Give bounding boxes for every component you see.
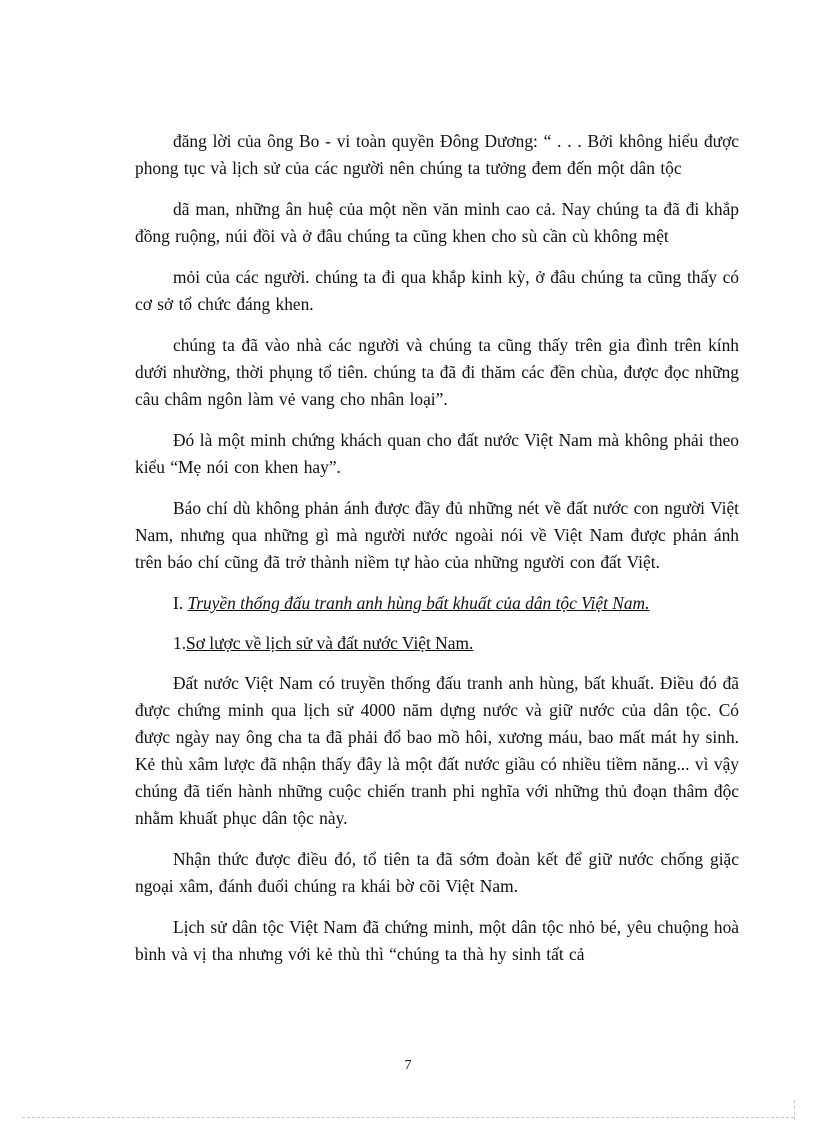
paragraph-awareness: Nhận thức được điều đó, tổ tiên ta đã sớm đoàn kết để giữ nước chống giặc ngoại xâm, đánh đuổi chúng ra khái bờ cõi Việt Nam. [135,849,739,896]
paragraph-press: Báo chí dù không phản ánh được đầy đủ những nét về đất nước con người Việt Nam, nhưng qua những gì mà người nước ngoài nói về Việt Nam được phản ánh trên báo chí cũng đã trở thành niềm tự hào của những người con đất Việt. [135,498,739,572]
subsection-heading-number: 1. [173,633,187,653]
section-heading-numeral: I. [173,593,184,613]
subsection-heading-title: Sơ lược về lịch sử và đất nước Việt Nam. [186,633,474,653]
page-bottom-border [22,1117,794,1118]
paragraph-history: Đất nước Việt Nam có truyền thống đấu tranh anh hùng, bất khuất. Điều đó đã được chứng minh qua lịch sử 4000 năm dựng nước và giữ nước của dân tộc. Có được ngày nay ông cha ta đã phải đổ bao mồ hôi, xương máu, bao mất mát hy sinh. Kẻ thù xâm lược đã nhận thấy đây là một đất nước giầu có nhiều tiềm năng... vì vậy chúng đã tiến hành những cuộc chiến tranh phi nghĩa với những thủ đoạn thâm độc nhằm khuất phục dân tộc này. [135,673,739,828]
page-number: 7 [404,1058,412,1073]
paragraph-quote-continued-2: mỏi của các người. chúng ta đi qua khắp kinh kỳ, ở đâu chúng ta cũng thấy có cơ sở tổ chức đáng khen. [135,267,739,314]
paragraph-quote-end: chúng ta đã vào nhà các người và chúng ta cũng thấy trên gia đình trên kính dưới nhường, thời phụng tổ tiên. chúng ta đã đi thăm các đền chùa, được đọc những câu châm ngôn làm vẻ vang cho nhân loại”. [135,335,739,409]
section-heading [135,590,739,617]
section-heading-title: Truyền thống đấu tranh anh hùng bất khuất của dân tộc Việt Nam. [187,593,650,613]
paragraph-proof: Lịch sử dân tộc Việt Nam đã chứng minh, một dân tộc nhỏ bé, yêu chuộng hoà bình và vị tha nhưng với kẻ thù thì “chúng ta thà hy sinh tất cả [135,917,739,964]
page-content [135,128,739,982]
paragraph-quote-start: đăng lời của ông Bo - vi toàn quyền Đông Dương: “ . . . Bởi không hiểu được phong tục và lịch sử của các người nên chúng ta tưởng đem đến một dân tộc [135,131,739,178]
paragraph-evidence: Đó là một minh chứng khách quan cho đất nước Việt Nam mà không phải theo kiểu “Mẹ nói con khen hay”. [135,430,739,477]
page-right-border [794,1100,795,1120]
subsection-heading [135,630,739,657]
paragraph-quote-continued-1: dã man, những ân huệ của một nền văn minh cao cả. Nay chúng ta đã đi khắp đồng ruộng, núi đồi và ở đâu chúng ta cũng khen cho sù cần cù không mệt [135,199,739,246]
